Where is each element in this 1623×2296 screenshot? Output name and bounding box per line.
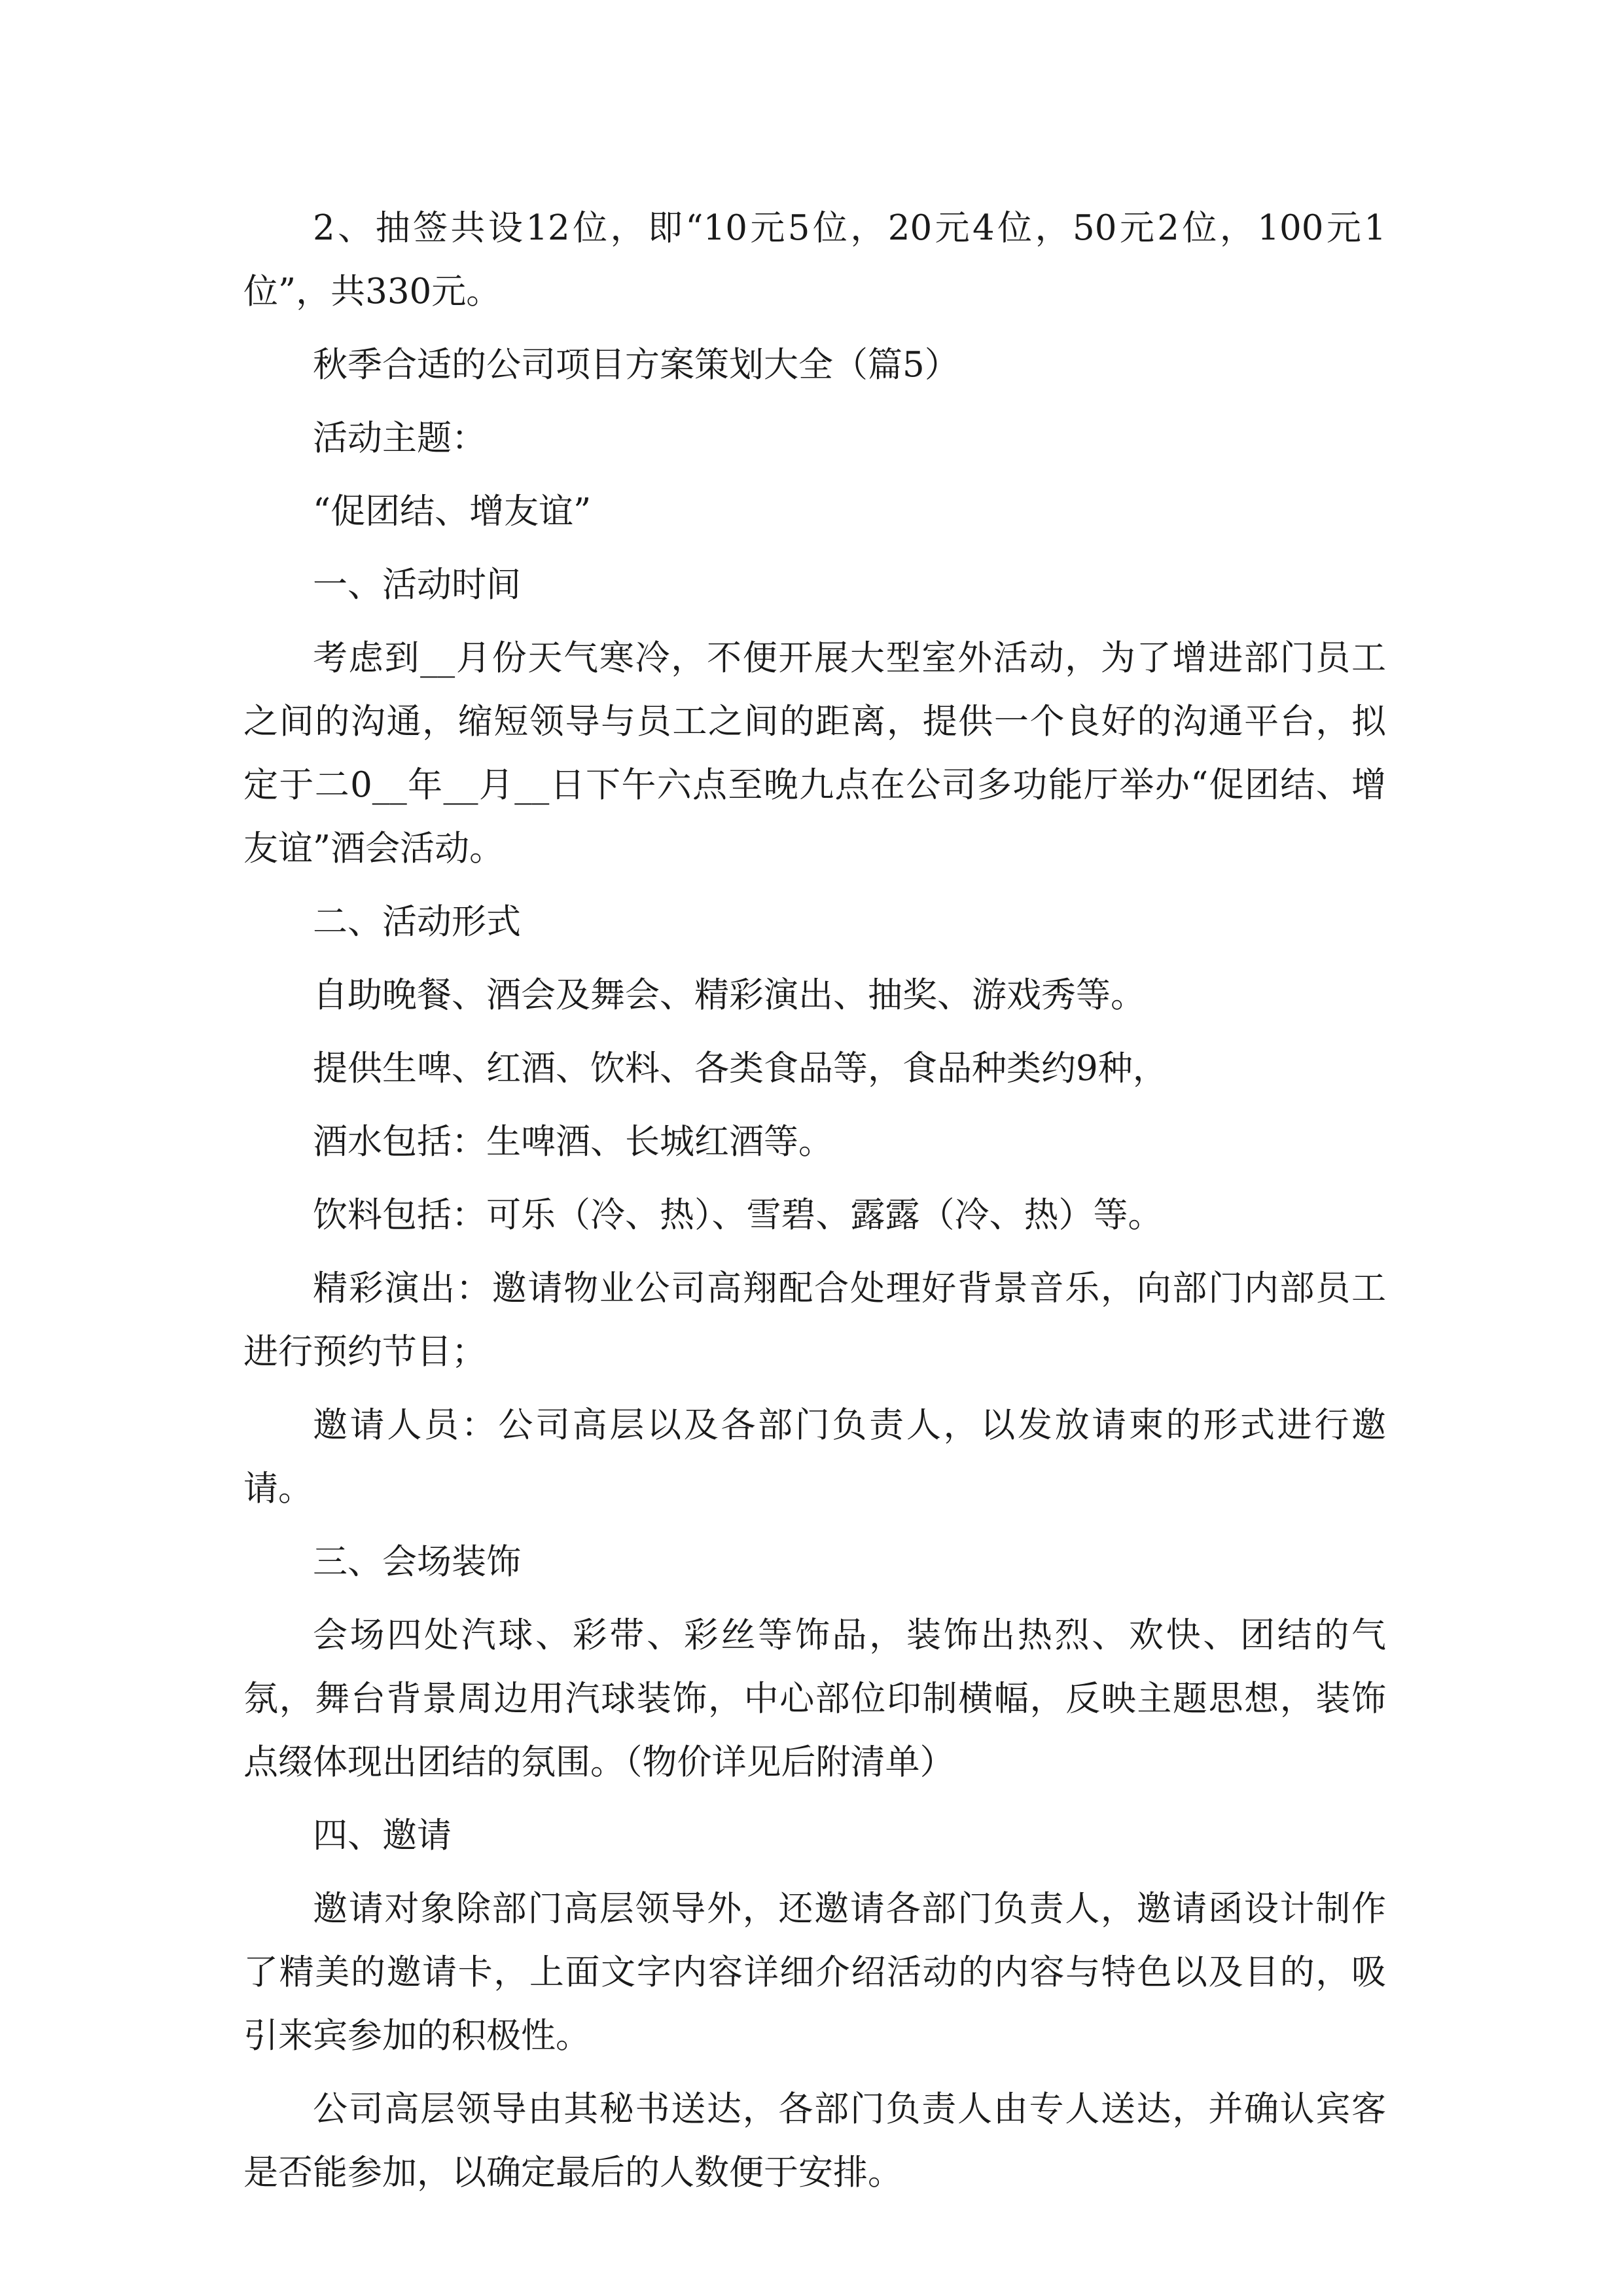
heading-activity-time: 一、活动时间 — [313, 565, 521, 605]
invitees-paragraph: 邀请人员：公司高层以及各部门负责人，以发放请柬的形式进行邀请。 — [243, 1405, 1386, 1509]
theme-label: 活动主题： — [313, 418, 486, 458]
drinks-paragraph: 酒水包括：生啤酒、长城红酒等。 — [313, 1122, 833, 1162]
invitation-paragraph: 邀请对象除部门高层领导外，还邀请各部门负责人，邀请函设计制作了精美的邀请卡，上面文字内容详细介绍活动的内容与特色以及目的，吸引来宾参加的积极性。 — [243, 1889, 1386, 2056]
venue-decoration-paragraph: 会场四处汽球、彩带、彩丝等饰品，装饰出热烈、欢快、团结的气氛，舞台背景周边用汽球装饰，中心部位印制横幅，反映主题思想，装饰点缀体现出团结的氛围。（物价详见后附清单） — [243, 1615, 1386, 1782]
theme-text: “促团结、增友谊” — [313, 492, 592, 531]
heading-invitation: 四、邀请 — [313, 1816, 452, 1856]
heading-venue-decoration: 三、会场装饰 — [313, 1542, 521, 1582]
activity-time-paragraph: 考虑到__月份天气寒冷，不便开展大型室外活动，为了增进部门员工之间的沟通，缩短领导与员工之间的距离，提供一个良好的沟通平台，拟定于二0__年__月__日下午六点至晚九点在公司多功能厅举办“促团结、增友谊”酒会活动。 — [243, 638, 1386, 869]
activity-form-paragraph: 自助晚餐、酒会及舞会、精彩演出、抽奖、游戏秀等。 — [313, 975, 1145, 1015]
document-body — [243, 196, 1386, 2214]
delivery-paragraph: 公司高层领导由其秘书送达，各部门负责人由专人送达，并确认宾客是否能参加，以确定最后的人数便于安排。 — [243, 2089, 1386, 2193]
beverages-paragraph: 饮料包括：可乐（冷、热）、雪碧、露露（冷、热）等。 — [313, 1195, 1163, 1235]
lottery-prize-paragraph: 2、抽签共设12位，即“10元5位，20元4位，50元2位，100元1位”，共330元。 — [243, 208, 1386, 312]
heading-activity-form: 二、活动形式 — [313, 902, 521, 942]
food-paragraph: 提供生啤、红酒、饮料、各类食品等，食品种类约9种， — [313, 1049, 1168, 1088]
performance-paragraph: 精彩演出：邀请物业公司高翔配合处理好背景音乐，向部门内部员工进行预约节目； — [243, 1268, 1386, 1372]
section-title: 秋季合适的公司项目方案策划大全（篇5） — [313, 345, 959, 385]
